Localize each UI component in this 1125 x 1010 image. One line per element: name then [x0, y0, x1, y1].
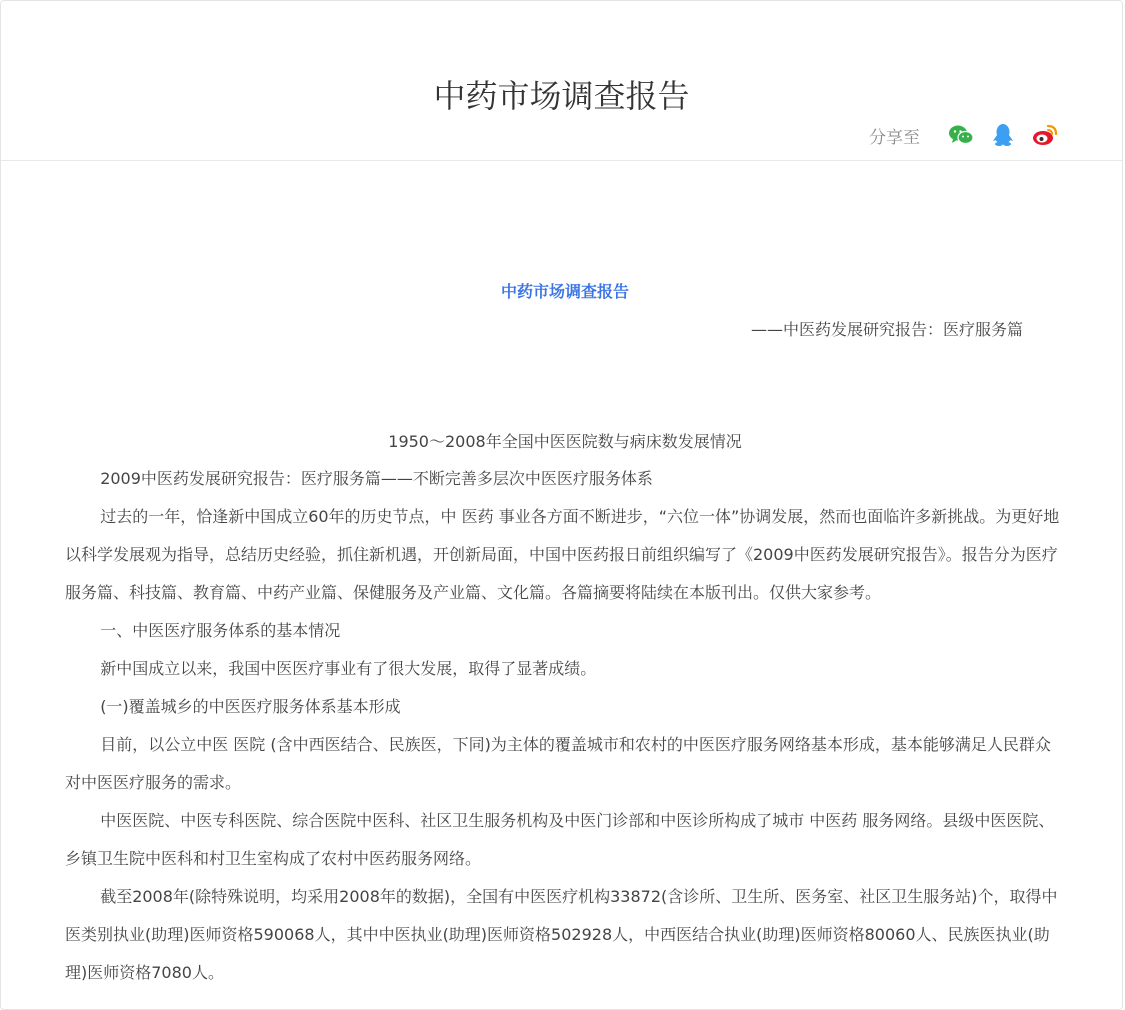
paragraph: 截至2008年(除特殊说明，均采用2008年的数据)，全国有中医医疗机构33872(含诊所、卫生所、医务室、社区卫生服务站)个，取得中医类别执业(助理)医师资格590068人，其中中医执业(助理)医师资格502928人，中西医结合执业(助理)医师资格80060人、民族医执业(助理)医师资格7080人。 [65, 887, 1058, 982]
page-title: 中药市场调查报告 [433, 77, 690, 116]
article-header [1, 1, 1122, 161]
weibo-icon[interactable] [1030, 120, 1060, 150]
document-subtitle: ——中医药发展研究报告：医疗服务篇 [750, 320, 1023, 339]
document-title: 中药市场调查报告 [500, 282, 629, 301]
section-heading: 一、中医医疗服务体系的基本情况 [100, 621, 341, 640]
qq-icon[interactable] [988, 120, 1018, 150]
wechat-icon[interactable] [946, 120, 976, 150]
paragraph: 新中国成立以来，我国中医医疗事业有了很大发展，取得了显著成绩。 [100, 659, 597, 678]
paragraph: 目前，以公立中医 医院 (含中西医结合、民族医，下同)为主体的覆盖城市和农村的中医医疗服务网络基本形成，基本能够满足人民群众对中医医疗服务的需求。 [65, 735, 1051, 792]
subsection-heading: (一)覆盖城乡的中医医疗服务体系基本形成 [100, 697, 401, 716]
article-body [65, 460, 1065, 992]
share-label: 分享至 [869, 127, 920, 148]
chart-caption: 1950～2008年全国中医医院数与病床数发展情况 [388, 432, 742, 451]
paragraph: 过去的一年，恰逢新中国成立60年的历史节点，中 医药 事业各方面不断进步，“六位一体”协调发展，然而也面临许多新挑战。为更好地以科学发展观为指导，总结历史经验，抓住新机遇，开创新局面，中国中医药报日前组织编写了《2009中医药发展研究报告》。报告分为医疗服务篇、科技篇、教育篇、中药产业篇、保健服务及产业篇、文化篇。各篇摘要将陆续在本版刊出。仅供大家参考。 [65, 507, 1060, 602]
paragraph: 中医医院、中医专科医院、综合医院中医科、社区卫生服务机构及中医门诊部和中医诊所构成了城市 中医药 服务网络。县级中医医院、乡镇卫生院中医科和村卫生室构成了农村中医药服务网络。 [65, 811, 1055, 868]
share-bar [869, 119, 1060, 151]
paragraph: 2009中医药发展研究报告：医疗服务篇——不断完善多层次中医医疗服务体系 [100, 469, 653, 488]
